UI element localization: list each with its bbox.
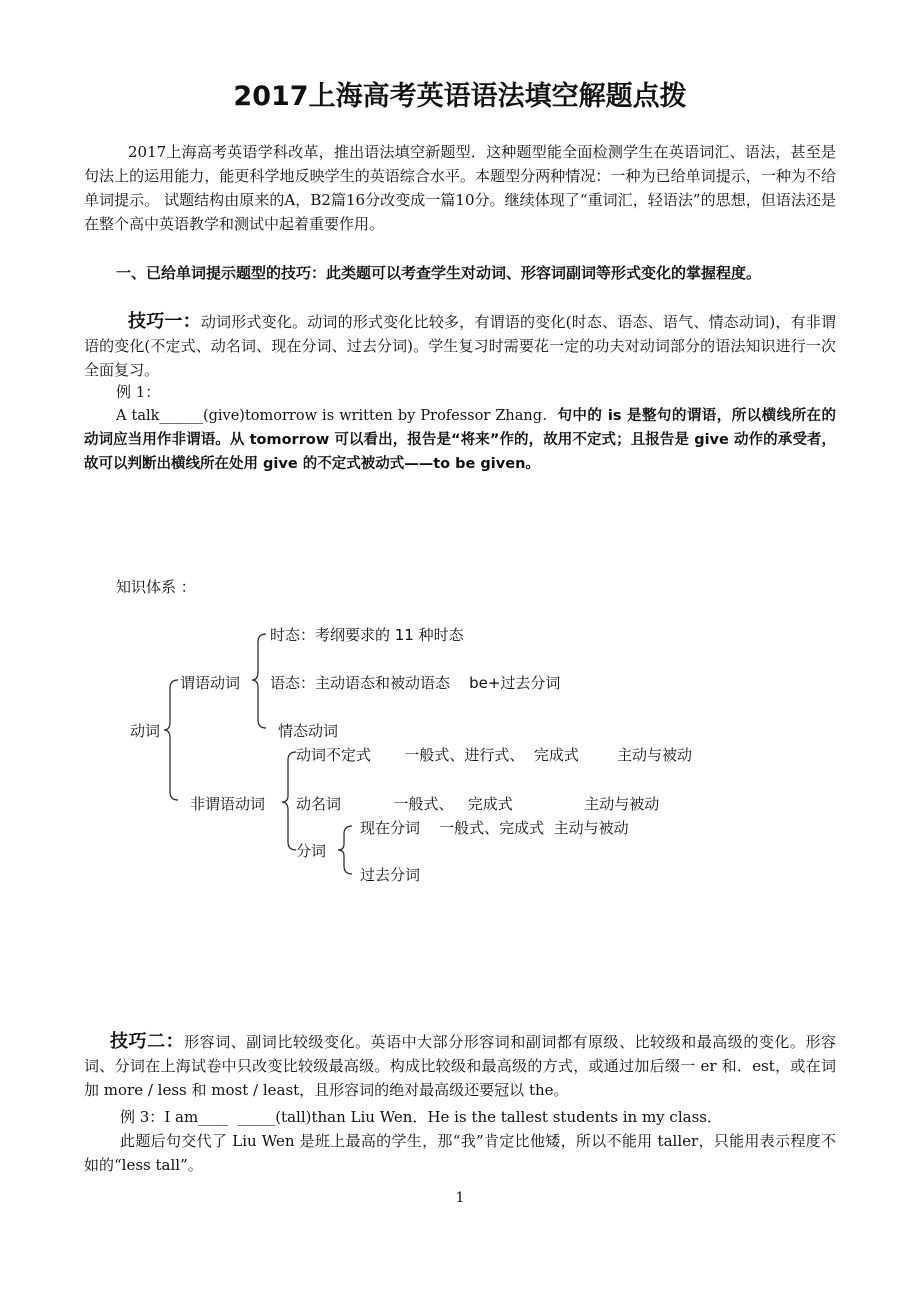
tree-predicate-verb: 谓语动词 [180,674,241,692]
tree-modal: 情态动词 [278,722,339,740]
participle-brace [338,826,352,874]
page-number: 1 [455,1190,465,1206]
example-1-sentence: A talk______(give)tomorrow is written by Professor Zhang． [116,408,558,424]
example-3-sentence: I am____ _____(tall)than Liu Wen．He is the tallest students in my class． [164,1108,722,1126]
knowledge-label: 知识体系 ： [116,578,196,596]
tip-1-text: 动词形式变化。动词的形式变化比较多，有谓语的变化(时态、语态、语气、情态动词)，有非谓语的变化(不定式、动名词、现在分词、过去分词)。学生复习时需要花一定的功夫对动词部分的语法知识进行一次全面复习。 [84,313,836,379]
root-brace [164,680,178,800]
tip-2-text: 形容词、副词比较级变化。英语中大部分形容词和副词都有原级、比较级和最高级的变化。形容词、分词在上海试卷中只改变比较级最高级。构成比较级和最高级的方式，或通过加后缀一 er 和．est，或在词加 more / less 和 most / least，且形容词的绝对最高级还要冠以 the。 [84,1033,836,1099]
non-predicate-brace [282,752,296,850]
tip-2-paragraph [84,1030,836,1102]
example-1-label: 例 1： [116,383,161,401]
example-3-explanation: 此题后句交代了 Liu Wen 是班上最高的学生，那“我”肯定比他矮，所以不能用 taller，只能用表示程度不如的“less tall”。 [84,1132,836,1174]
example-3-line [84,1105,836,1129]
tree-voice: 语态：主动语态和被动语态 be+过去分词 [270,674,561,692]
tree-participle: 分词 [296,842,327,860]
tree-root-verb: 动词 [130,722,161,740]
document-title: 2017上海高考英语语法填空解题点拨 [233,81,687,112]
example-3-label: 例 3： [120,1108,165,1126]
tree-gerund: 动名词 一般式、 完成式 主动与被动 [296,795,660,813]
example-1-explanation: 句中的 is 是整句的谓语，所以横线所在的动词应当用作非谓语。从 tomorrow 可以看出，报告是“将来”作的，故用不定式；且报告是 give 动作的承受者，故可以判断出横线所在处用 give 的不定式被动式——to be given。 [84,408,836,472]
section-1-heading: 一、已给单词提示题型的技巧：此类题可以考查学生对动词、形容词副词等形式变化的掌握程度。 [116,264,762,282]
tree-non-predicate-verb: 非谓语动词 [190,795,266,813]
tree-infinitive: 动词不定式 一般式、进行式、 完成式 主动与被动 [296,746,693,764]
tree-past-participle: 过去分词 [360,866,421,884]
tree-tense: 时态：考纲要求的 11 种时态 [270,626,464,644]
tip-2-label: 技巧二： [110,1031,185,1052]
tree-present-participle: 现在分词 一般式、完成式 主动与被动 [360,819,629,837]
predicate-brace [252,634,266,728]
intro-paragraph: 2017上海高考英语学科改革，推出语法填空新题型．这种题型能全面检测学生在英语词汇、语法，甚至是句法上的运用能力，能更科学地反映学生的英语综合水平。本题型分两种情况：一种为已给单词提示，一种为不给单词提示。 试题结构由原来的A，B2篇16分改变成一篇10分。继续体现了“重词汇，轻语法”的思想，但语法还是在整个高中英语教学和测试中起着重要作用。 [84,143,836,233]
tip-1-label: 技巧一： [128,311,201,332]
